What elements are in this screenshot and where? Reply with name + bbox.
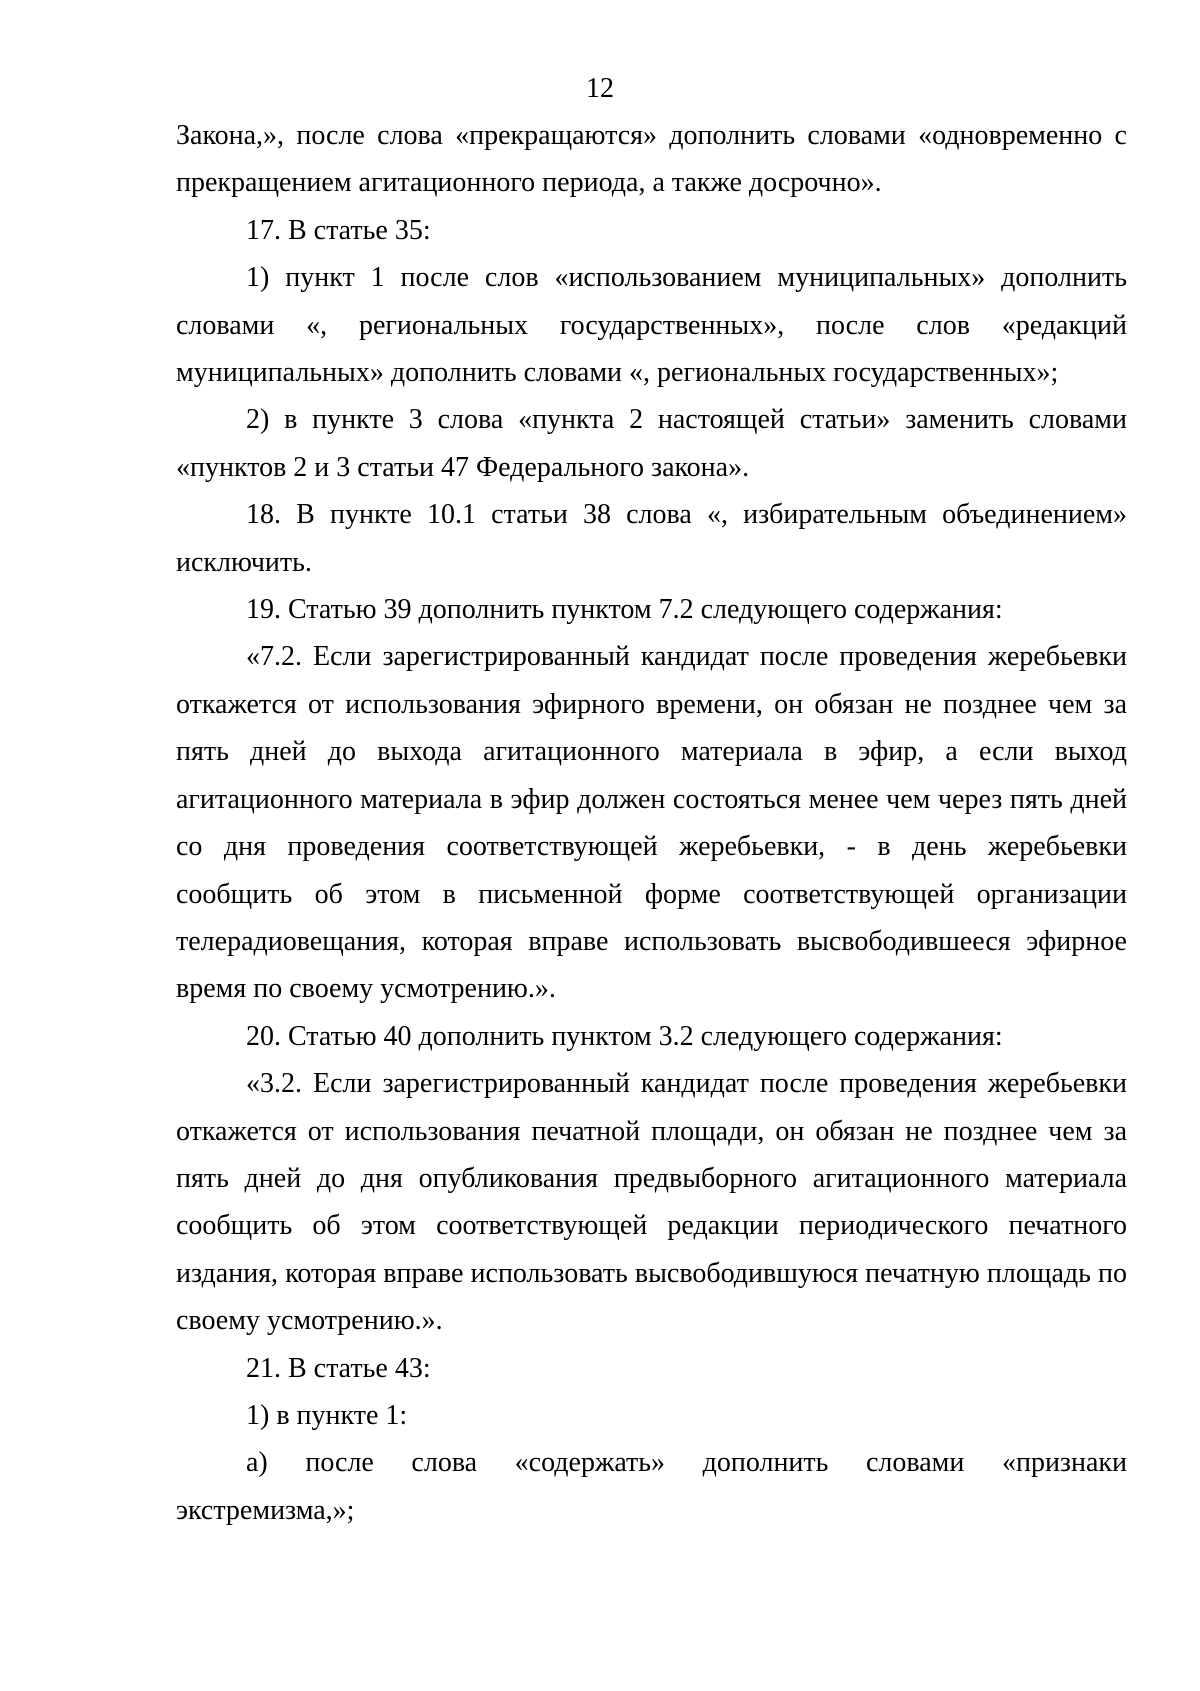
paragraph-subitem-1: 1) пункт 1 после слов «использованием муниципальных» дополнить словами «, региональных государственных», после слов «редакций муниципальных» дополнить словами «, региональных государственных»; xyxy=(176,262,1127,389)
paragraph-item-19: 19. Статью 39 дополнить пунктом 7.2 следующего содержания: xyxy=(246,594,1003,626)
paragraph-item-21: 21. В статье 43: xyxy=(246,1352,431,1384)
paragraph-subitem-1-point-1: 1) в пункте 1: xyxy=(246,1399,408,1431)
page-number: 12 xyxy=(586,73,614,104)
paragraph-item-20: 20. Статью 40 дополнить пунктом 3.2 следующего содержания: xyxy=(246,1020,1003,1052)
paragraph-item-17: 17. В статье 35: xyxy=(246,214,431,246)
document-body xyxy=(176,112,1127,1534)
paragraph-quote-7-2: «7.2. Если зарегистрированный кандидат после проведения жеребьевки откажется от использования эфирного времени, он обязан не позднее чем за пять дней до выхода агитационного материала в эфир, а если выход агитационного материала в эфир должен состояться менее чем через пять дней со дня проведения соответствующей жеребьевки, - в день жеребьевки сообщить об этом в письменной форме соответствующей организации телерадиовещания, которая вправе использовать высвободившееся эфирное время по своему усмотрению.». xyxy=(176,641,1127,1005)
paragraph-subitem-a: а) после слова «содержать» дополнить словами «признаки экстремизма,»; xyxy=(176,1447,1127,1526)
paragraph-subitem-2: 2) в пункте 3 слова «пункта 2 настоящей статьи» заменить словами «пунктов 2 и 3 статьи 47 Федерального закона». xyxy=(176,404,1127,483)
paragraph-item-18: 18. В пункте 10.1 статьи 38 слова «, избирательным объединением» исключить. xyxy=(176,499,1127,578)
paragraph-continuation: Закона,», после слова «прекращаются» дополнить словами «одновременно с прекращением агитационного периода, а также досрочно». xyxy=(176,120,1127,199)
paragraph-quote-3-2: «3.2. Если зарегистрированный кандидат после проведения жеребьевки откажется от использования печатной площади, он обязан не позднее чем за пять дней до дня опубликования предвыборного агитационного материала сообщить об этом соответствующей редакции периодического печатного издания, которая вправе использовать высвободившуюся печатную площадь по своему усмотрению.». xyxy=(176,1068,1127,1337)
